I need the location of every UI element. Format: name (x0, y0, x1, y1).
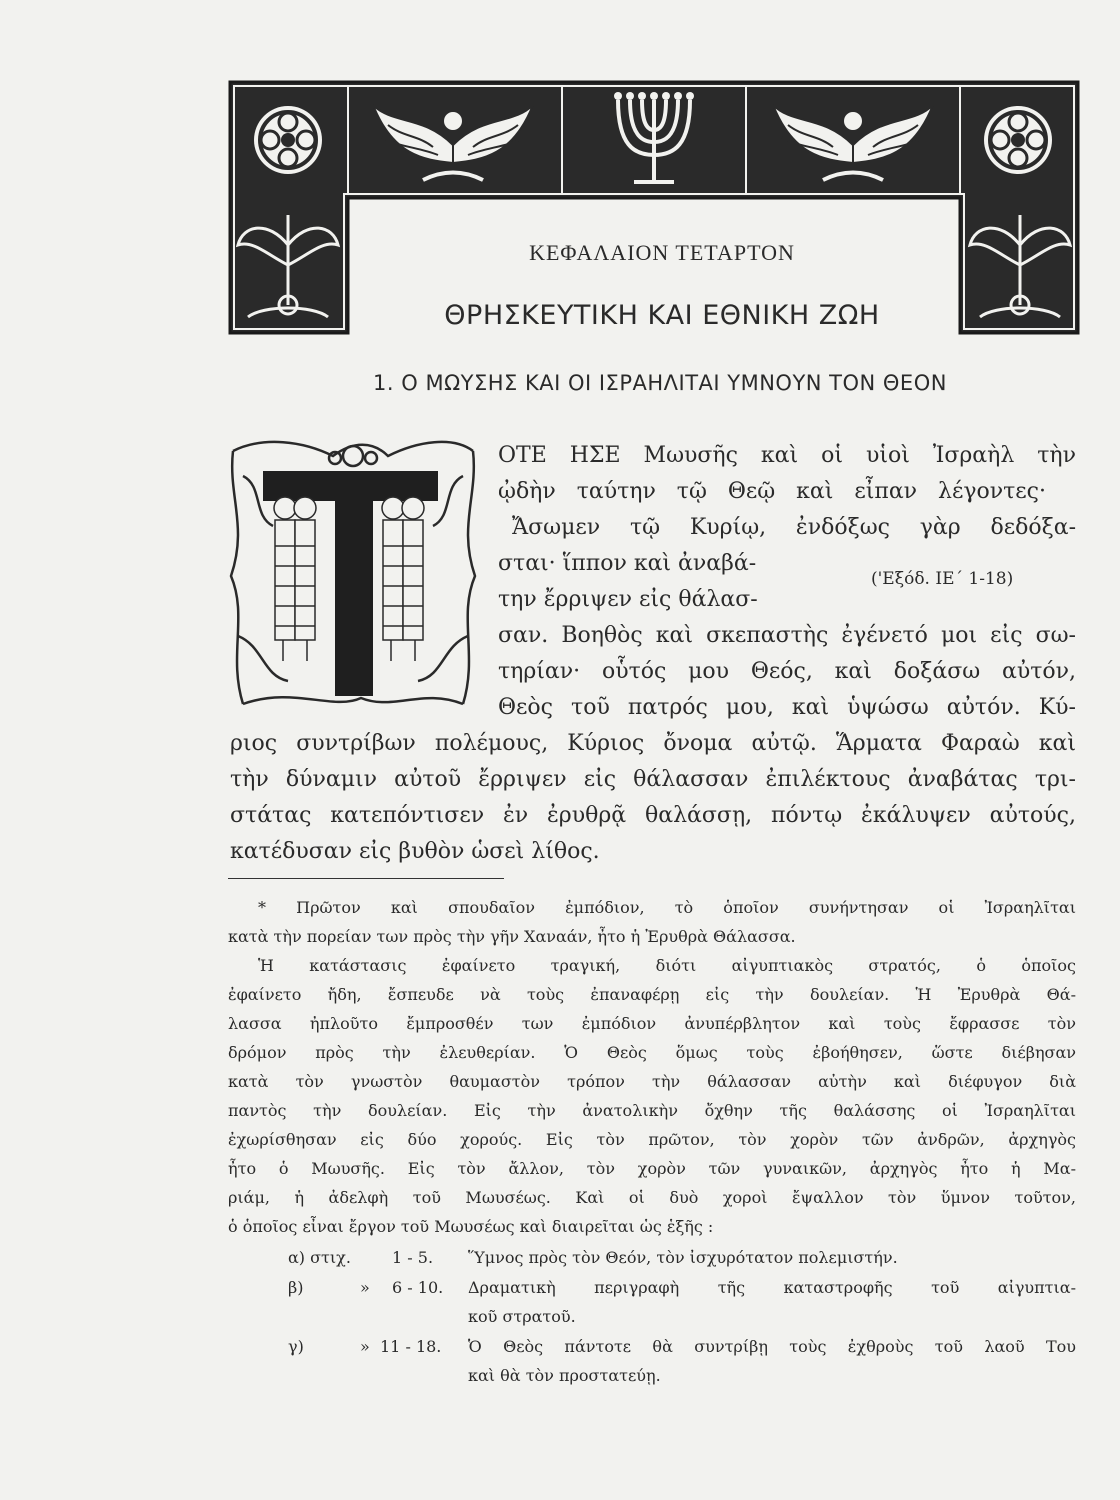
footnote-divider (228, 878, 504, 879)
list-marker: β) (288, 1278, 304, 1297)
section-heading: 1. Ο ΜΩΥΣΗΣ ΚΑΙ ΟΙ ΙΣΡΑΗΛΙΤΑΙ ΥΜΝΟΥΝ ΤΟΝ ΘΕΟΝ (373, 371, 947, 395)
list-ditto: » (360, 1337, 370, 1356)
footnote-line: ὁ ὁποῖος εἶναι ἔργον τοῦ Μωυσέως καὶ διαιρεῖται ὡς ἑξῆς : (228, 1217, 714, 1236)
list-range: 1 - 5. (392, 1248, 434, 1267)
list-ditto: » (360, 1278, 370, 1297)
footnote-line: ἦτο ὁ Μωυσῆς. Εἰς τὸν ἄλλον, τὸν χορὸν τῶν γυναικῶν, ἀρχηγὸς ἦτο ἡ Μα- (228, 1159, 1076, 1178)
hymn-line: την ἔρριψεν εἰς θάλασ- (498, 587, 758, 612)
hymn-line: Θεὸς τοῦ πατρός μου, καὶ ὑψώσω αὐτόν. Κύ- (498, 695, 1076, 720)
list-text: κοῦ στρατοῦ. (468, 1307, 576, 1326)
scripture-reference: ('Εξόδ. ΙΕ΄ 1-18) (871, 569, 1014, 589)
list-text: Ὕμνος πρὸς τὸν Θεόν, τὸν ἰσχυρότατον πολεμιστήν. (468, 1248, 898, 1267)
list-marker: α) στιχ. (288, 1248, 351, 1267)
footnote-line: δρόμον πρὸς τὴν ἐλευθερίαν. Ὁ Θεὸς ὅμως τοὺς ἐβοήθησεν, ὥστε διέβησαν (228, 1043, 1076, 1062)
hymn-line: ΟΤΕ ΗΣΕ Μωυσῆς καὶ οἱ υἱοὶ Ἰσραὴλ τὴν (498, 443, 1076, 468)
chapter-label: ΚΕΦΑΛΑΙΟΝ ΤΕΤΑΡΤΟΝ (529, 240, 795, 265)
chapter-title: ΘΡΗΣΚΕΥΤΙΚΗ ΚΑΙ ΕΘΝΙΚΗ ΖΩΗ (444, 300, 880, 331)
hymn-line: στάτας κατεπόντισεν ἐν ἐρυθρᾷ θαλάσσῃ, πόντῳ ἐκάλυψεν αὐτούς, (230, 803, 1076, 828)
list-range: 11 - 18. (380, 1337, 442, 1356)
hymn-line: ᾠδὴν ταύτην τῷ Θεῷ καὶ εἶπαν λέγοντες· (498, 479, 1046, 504)
footnote-line: ἐχωρίσθησαν εἰς δύο χορούς. Εἰς τὸν πρῶτον, τὸν χορὸν τῶν ἀνδρῶν, ἀρχηγὸς (228, 1130, 1076, 1149)
footnote-line: κατὰ τὸν γνωστὸν θαυμαστὸν τρόπον τὴν θάλασσαν αὐτὴν καὶ διέφυγον διὰ (228, 1072, 1076, 1091)
footnote-line: * Πρῶτον καὶ σπουδαῖον ἐμπόδιον, τὸ ὁποῖον συνήντησαν οἱ Ἰσραηλῖται (258, 898, 1076, 917)
hymn-line: τὴν δύναμιν αὐτοῦ ἔρριψεν εἰς θάλασσαν ἐπιλέκτους ἀναβάτας τρι- (230, 767, 1076, 792)
footnote-line: λασσα ἠπλοῦτο ἔμπροσθέν των ἐμπόδιον ἀνυπέρβλητον καὶ τοὺς ἔφρασσε τὸν (228, 1014, 1076, 1033)
list-marker: γ) (288, 1337, 304, 1356)
hymn-line: σται· ἵππον καὶ ἀναβά- (498, 551, 757, 576)
footnote-line: παντὸς τὴν δουλείαν. Εἰς τὴν ἀνατολικὴν ὄχθην τῆς θαλάσσης οἱ Ἰσραηλῖται (228, 1101, 1076, 1120)
list-text: Ὁ Θεὸς πάντοτε θὰ συντρίβῃ τοὺς ἐχθροὺς τοῦ λαοῦ Του (468, 1337, 1076, 1356)
hymn-line: ριος συντρίβων πολέμους, Κύριος ὄνομα αὐτῷ. Ἅρματα Φαραὼ καὶ (230, 731, 1076, 756)
ornamental-header-frame (228, 80, 1080, 335)
footnote-line: ἐφαίνετο ἤδη, ἔσπευδε νὰ τοὺς ἐπαναφέρῃ εἰς τὴν δουλείαν. Ἡ Ἐρυθρὰ Θά- (228, 985, 1076, 1004)
footnote-line: ριάμ, ἡ ἀδελφὴ τοῦ Μωυσέως. Καὶ οἱ δυὸ χοροὶ ἔψαλλον τὸν ὕμνον τοῦτον, (228, 1188, 1076, 1207)
hymn-line: Ἄσωμεν τῷ Κυρίῳ, ἐνδόξως γὰρ δεδόξα- (512, 515, 1076, 540)
hymn-line: σαν. Βοηθὸς καὶ σκεπαστὴς ἐγένετό μοι εἰς σω- (498, 623, 1076, 648)
list-text: Δραματικὴ περιγραφὴ τῆς καταστροφῆς τοῦ αἰγυπτια- (468, 1278, 1076, 1297)
list-text: καὶ θὰ τὸν προστατεύῃ. (468, 1366, 661, 1385)
list-range: 6 - 10. (392, 1278, 444, 1297)
footnote-line: Ἡ κατάστασις ἐφαίνετο τραγική, διότι αἰγυπτιακὸς στρατός, ὁ ὁποῖος (258, 956, 1076, 975)
hymn-line: κατέδυσαν εἰς βυθὸν ὡσεὶ λίθος. (230, 839, 600, 864)
decorated-initial-t (223, 436, 483, 716)
footnote-line: κατὰ τὴν πορείαν των πρὸς τὴν γῆν Χαναάν, ἦτο ἡ Ἐρυθρὰ Θάλασσα. (228, 927, 796, 946)
hymn-line: τηρίαν· οὗτός μου Θεός, καὶ δοξάσω αὐτόν, (498, 659, 1076, 684)
